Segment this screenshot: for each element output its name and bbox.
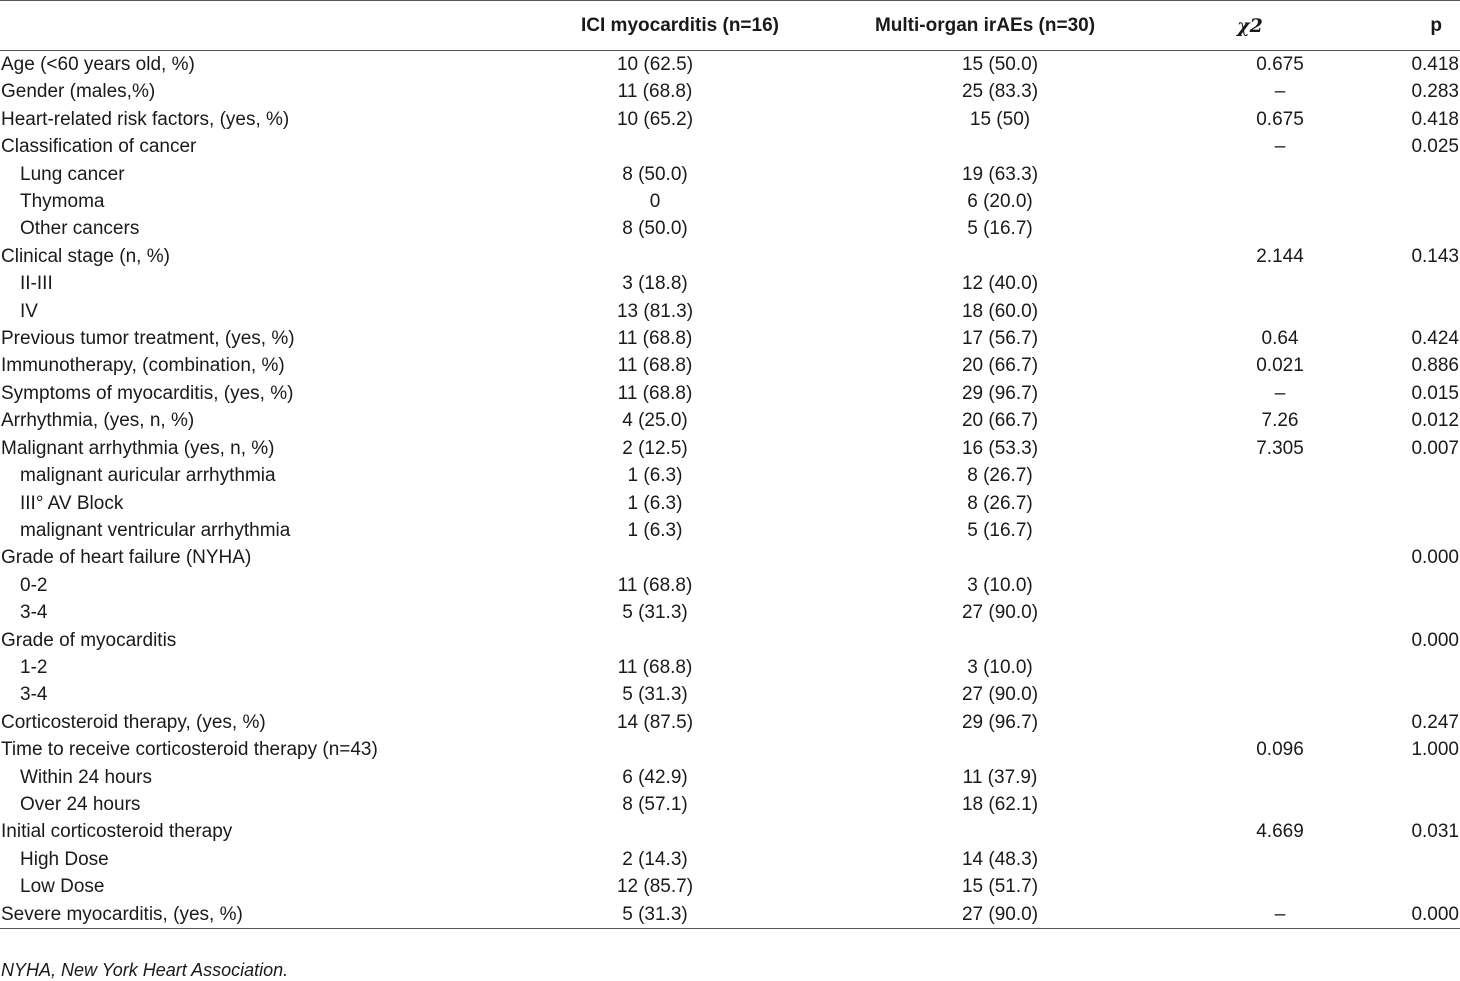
- cell-p-value: [1350, 764, 1460, 791]
- cell-p-value: [1350, 873, 1460, 900]
- table-row: [0, 133, 1460, 160]
- cell-p-value: 0.007: [1411, 437, 1459, 459]
- row-label: Age (<60 years old, %): [1, 54, 195, 75]
- cell-p-value: 0.000: [1411, 547, 1459, 569]
- cell-p-value: 0.025: [1411, 136, 1459, 158]
- cell-ici-myocarditis: [430, 736, 820, 763]
- table-row: [0, 106, 1460, 133]
- cell-p-value: [1350, 298, 1460, 325]
- cell-chi-square: –: [1274, 382, 1286, 404]
- cell-ici-myocarditis: [430, 544, 820, 571]
- row-label: Other cancers: [20, 218, 140, 240]
- table-row: [0, 572, 1460, 599]
- cell-multi-organ: 8 (26.7): [967, 492, 1033, 514]
- row-label: Lung cancer: [20, 163, 125, 185]
- cell-p-value: 0.015: [1411, 382, 1459, 404]
- cell-p-value: 0.283: [1411, 81, 1459, 103]
- table-row: [0, 736, 1460, 763]
- cell-p-value: [1350, 161, 1460, 188]
- row-label: Grade of myocarditis: [1, 629, 177, 651]
- cell-p-value: [1350, 599, 1460, 626]
- row-label: Over 24 hours: [20, 793, 141, 815]
- cell-ici-myocarditis: 2 (12.5): [622, 437, 688, 459]
- table-row: [0, 681, 1460, 708]
- row-label: Symptoms of myocarditis, (yes, %): [1, 382, 294, 404]
- cell-chi-square: [1150, 544, 1350, 571]
- cell-chi-square: [1150, 764, 1350, 791]
- cell-ici-myocarditis: [430, 818, 820, 845]
- cell-ici-myocarditis: 11 (68.8): [617, 382, 693, 404]
- cell-multi-organ: 8 (26.7): [967, 465, 1033, 487]
- row-label: malignant auricular arrhythmia: [20, 465, 276, 487]
- cell-ici-myocarditis: 13 (81.3): [616, 300, 694, 322]
- cell-p-value: [1350, 188, 1460, 215]
- cell-chi-square: [1150, 517, 1350, 544]
- cell-multi-organ: 18 (62.1): [961, 793, 1039, 815]
- cell-ici-myocarditis: 5 (31.3): [622, 684, 688, 706]
- cell-multi-organ: 18 (60.0): [961, 300, 1039, 322]
- table-row: [0, 654, 1460, 681]
- cell-multi-organ: 20 (66.7): [961, 355, 1039, 377]
- cell-multi-organ: 12 (40.0): [961, 273, 1039, 295]
- cell-chi-square: 2.144: [1256, 245, 1304, 267]
- cell-ici-myocarditis: 3 (18.8): [622, 273, 688, 295]
- table-row: [0, 846, 1460, 873]
- cell-ici-myocarditis: 14 (87.5): [616, 711, 694, 733]
- cell-multi-organ: 5 (16.7): [967, 218, 1033, 240]
- row-label: Previous tumor treatment, (yes, %): [1, 328, 295, 350]
- cell-p-value: 0.000: [1350, 901, 1460, 929]
- cell-multi-organ: 6 (20.0): [967, 191, 1033, 213]
- table-row: [0, 188, 1460, 215]
- cell-chi-square: [1150, 215, 1350, 242]
- row-label: Heart-related risk factors, (yes, %): [1, 108, 290, 130]
- row-label: 1-2: [20, 656, 48, 678]
- cell-p-value: 0.031: [1411, 821, 1459, 843]
- cell-p-value: 0.143: [1411, 245, 1459, 267]
- cell-chi-square: 4.669: [1256, 821, 1304, 843]
- row-label: III° AV Block: [20, 492, 124, 514]
- header-p-value: p: [1350, 1, 1460, 51]
- cell-p-value: [1350, 270, 1460, 297]
- cell-chi-square: [1150, 298, 1350, 325]
- header-label: [0, 1, 430, 51]
- cell-p-value: 0.424: [1411, 328, 1459, 350]
- cell-chi-square: –: [1274, 81, 1286, 103]
- cell-p-value: [1350, 654, 1460, 681]
- cell-chi-square: 0.64: [1261, 328, 1299, 350]
- cell-ici-myocarditis: 1 (6.3): [627, 492, 683, 514]
- cell-chi-square: [1150, 161, 1350, 188]
- cell-ici-myocarditis: 1 (6.3): [627, 465, 683, 487]
- table-row: [0, 161, 1460, 188]
- cell-p-value: 0.012: [1411, 410, 1459, 432]
- row-label: malignant ventricular arrhythmia: [20, 519, 291, 541]
- table-row: [0, 627, 1460, 654]
- cell-ici-myocarditis: 4 (25.0): [622, 410, 688, 432]
- cell-chi-square: [1150, 846, 1350, 873]
- table-row: [0, 462, 1460, 489]
- header-multi-organ: Multi-organ irAEs (n=30): [820, 1, 1150, 51]
- cell-ici-myocarditis: 8 (50.0): [622, 163, 688, 185]
- cell-ici-myocarditis: [430, 243, 820, 270]
- cell-multi-organ: 17 (56.7): [961, 328, 1039, 350]
- cell-ici-myocarditis: 8 (57.1): [622, 793, 688, 815]
- row-label: Time to receive corticosteroid therapy (n=43): [1, 739, 378, 761]
- cell-p-value: 1.000: [1411, 739, 1459, 761]
- row-label: 0-2: [20, 574, 48, 596]
- cell-chi-square: [1150, 462, 1350, 489]
- cell-multi-organ: [820, 243, 1150, 270]
- cell-chi-square: 0.675: [1256, 108, 1304, 130]
- cell-multi-organ: 27 (90.0): [961, 684, 1039, 706]
- table-row: [0, 380, 1460, 407]
- cell-chi-square: [1150, 654, 1350, 681]
- cell-p-value: [1350, 791, 1460, 818]
- cell-p-value: [1350, 462, 1460, 489]
- cell-multi-organ: 15 (50): [969, 108, 1031, 130]
- table-row: [0, 517, 1460, 544]
- row-label: Immunotherapy, (combination, %): [1, 355, 285, 377]
- row-label: Severe myocarditis, (yes, %): [0, 901, 430, 929]
- cell-ici-myocarditis: 0: [649, 191, 661, 213]
- cell-multi-organ: [820, 736, 1150, 763]
- row-label: IV: [20, 300, 38, 322]
- row-label: 3-4: [20, 602, 48, 624]
- cell-ici-myocarditis: 6 (42.9): [622, 766, 688, 788]
- row-label: Classification of cancer: [1, 136, 197, 158]
- table-header: [0, 1, 1460, 51]
- cell-chi-square: [1150, 572, 1350, 599]
- cell-ici-myocarditis: 5 (31.3): [430, 901, 820, 929]
- cell-chi-square: [1150, 627, 1350, 654]
- cell-chi-square: 0.021: [1256, 355, 1304, 377]
- cell-p-value: [1350, 517, 1460, 544]
- cell-chi-square: [1150, 490, 1350, 517]
- cell-p-value: [1350, 215, 1460, 242]
- cell-ici-myocarditis: 11 (68.8): [617, 81, 693, 103]
- cell-multi-organ: 27 (90.0): [961, 602, 1039, 624]
- cell-ici-myocarditis: 2 (14.3): [622, 848, 688, 870]
- table-row: [0, 873, 1460, 900]
- table-row: [0, 325, 1460, 352]
- cell-chi-square: [1150, 270, 1350, 297]
- table-row: [0, 51, 1460, 79]
- cell-ici-myocarditis: [430, 133, 820, 160]
- table-row: [0, 709, 1460, 736]
- cell-ici-myocarditis: 12 (85.7): [616, 876, 694, 898]
- table-row: [0, 215, 1460, 242]
- cell-chi-square: [1150, 599, 1350, 626]
- table-row: [0, 78, 1460, 105]
- table-row: [0, 764, 1460, 791]
- table-row: [0, 901, 1460, 929]
- cell-p-value: 0.886: [1411, 355, 1459, 377]
- cell-multi-organ: 19 (63.3): [961, 163, 1039, 185]
- table-row: [0, 435, 1460, 462]
- cell-ici-myocarditis: 11 (68.8): [617, 656, 693, 678]
- cell-multi-organ: 29 (96.7): [961, 382, 1039, 404]
- cell-p-value: [1350, 681, 1460, 708]
- cell-multi-organ: [820, 133, 1150, 160]
- row-label: Grade of heart failure (NYHA): [1, 547, 252, 569]
- cell-multi-organ: 15 (51.7): [961, 876, 1039, 898]
- table-row: [0, 243, 1460, 270]
- cell-chi-square: –: [1274, 136, 1286, 158]
- header-chi-square: χ2: [1150, 1, 1350, 51]
- cell-multi-organ: [820, 818, 1150, 845]
- cell-ici-myocarditis: 11 (68.8): [617, 574, 693, 596]
- cell-p-value: 0.247: [1411, 711, 1459, 733]
- row-label: Gender (males,%): [1, 81, 156, 103]
- cell-chi-square: –: [1150, 901, 1350, 929]
- cell-chi-square: 0.675: [1256, 54, 1304, 75]
- cell-chi-square: [1150, 188, 1350, 215]
- cell-multi-organ: 3 (10.0): [967, 656, 1033, 678]
- table-footnote: NYHA, New York Heart Association.: [1, 960, 289, 980]
- row-label: Corticosteroid therapy, (yes, %): [1, 711, 266, 733]
- cell-chi-square: 7.305: [1256, 437, 1304, 459]
- cell-multi-organ: 29 (96.7): [961, 711, 1039, 733]
- header-row: [0, 1, 1460, 51]
- cell-ici-myocarditis: 11 (68.8): [617, 355, 693, 377]
- table-row: [0, 407, 1460, 434]
- cell-multi-organ: 27 (90.0): [820, 901, 1150, 929]
- cell-chi-square: 7.26: [1261, 410, 1299, 432]
- row-label: Malignant arrhythmia (yes, n, %): [1, 437, 275, 459]
- cell-p-value: 0.418: [1411, 54, 1459, 75]
- cell-chi-square: [1150, 681, 1350, 708]
- cell-p-value: [1350, 572, 1460, 599]
- table-body: [0, 51, 1460, 929]
- table-row: [0, 544, 1460, 571]
- cell-p-value: [1350, 490, 1460, 517]
- row-label: Arrhythmia, (yes, n, %): [1, 410, 195, 432]
- row-label: Clinical stage (n, %): [1, 245, 170, 267]
- cell-chi-square: 0.096: [1256, 739, 1304, 761]
- table-row: [0, 270, 1460, 297]
- row-label: Thymoma: [20, 191, 105, 213]
- cell-chi-square: [1150, 791, 1350, 818]
- cell-multi-organ: 25 (83.3): [961, 81, 1039, 103]
- table-row: [0, 298, 1460, 325]
- row-label: II-III: [20, 273, 53, 295]
- cell-multi-organ: [820, 544, 1150, 571]
- table-row: [0, 352, 1460, 379]
- cell-multi-organ: 16 (53.3): [961, 437, 1039, 459]
- table-row: [0, 490, 1460, 517]
- table-row: [0, 791, 1460, 818]
- cell-ici-myocarditis: 10 (65.2): [616, 108, 694, 130]
- cell-multi-organ: 15 (50.0): [961, 54, 1039, 75]
- cell-p-value: 0.418: [1411, 108, 1459, 130]
- cell-multi-organ: 14 (48.3): [961, 848, 1039, 870]
- cell-multi-organ: 3 (10.0): [967, 574, 1033, 596]
- cell-chi-square: [1150, 873, 1350, 900]
- table-row: [0, 818, 1460, 845]
- cell-multi-organ: 20 (66.7): [961, 410, 1039, 432]
- cell-p-value: [1350, 846, 1460, 873]
- cell-ici-myocarditis: 8 (50.0): [622, 218, 688, 240]
- cell-ici-myocarditis: [430, 627, 820, 654]
- row-label: Low Dose: [20, 876, 105, 898]
- cell-p-value: 0.000: [1411, 629, 1459, 651]
- row-label: Initial corticosteroid therapy: [1, 821, 233, 843]
- cell-ici-myocarditis: 11 (68.8): [617, 328, 693, 350]
- row-label: High Dose: [20, 848, 109, 870]
- row-label: 3-4: [20, 684, 48, 706]
- cell-ici-myocarditis: 10 (62.5): [616, 54, 694, 75]
- cell-chi-square: [1150, 709, 1350, 736]
- table-row: [0, 599, 1460, 626]
- cell-ici-myocarditis: 5 (31.3): [622, 602, 688, 624]
- header-ici-myocarditis: ICI myocarditis (n=16): [430, 1, 820, 51]
- cell-multi-organ: [820, 627, 1150, 654]
- cell-multi-organ: 11 (37.9): [962, 766, 1038, 788]
- row-label: Within 24 hours: [20, 766, 153, 788]
- cell-ici-myocarditis: 1 (6.3): [627, 519, 683, 541]
- cell-multi-organ: 5 (16.7): [967, 519, 1033, 541]
